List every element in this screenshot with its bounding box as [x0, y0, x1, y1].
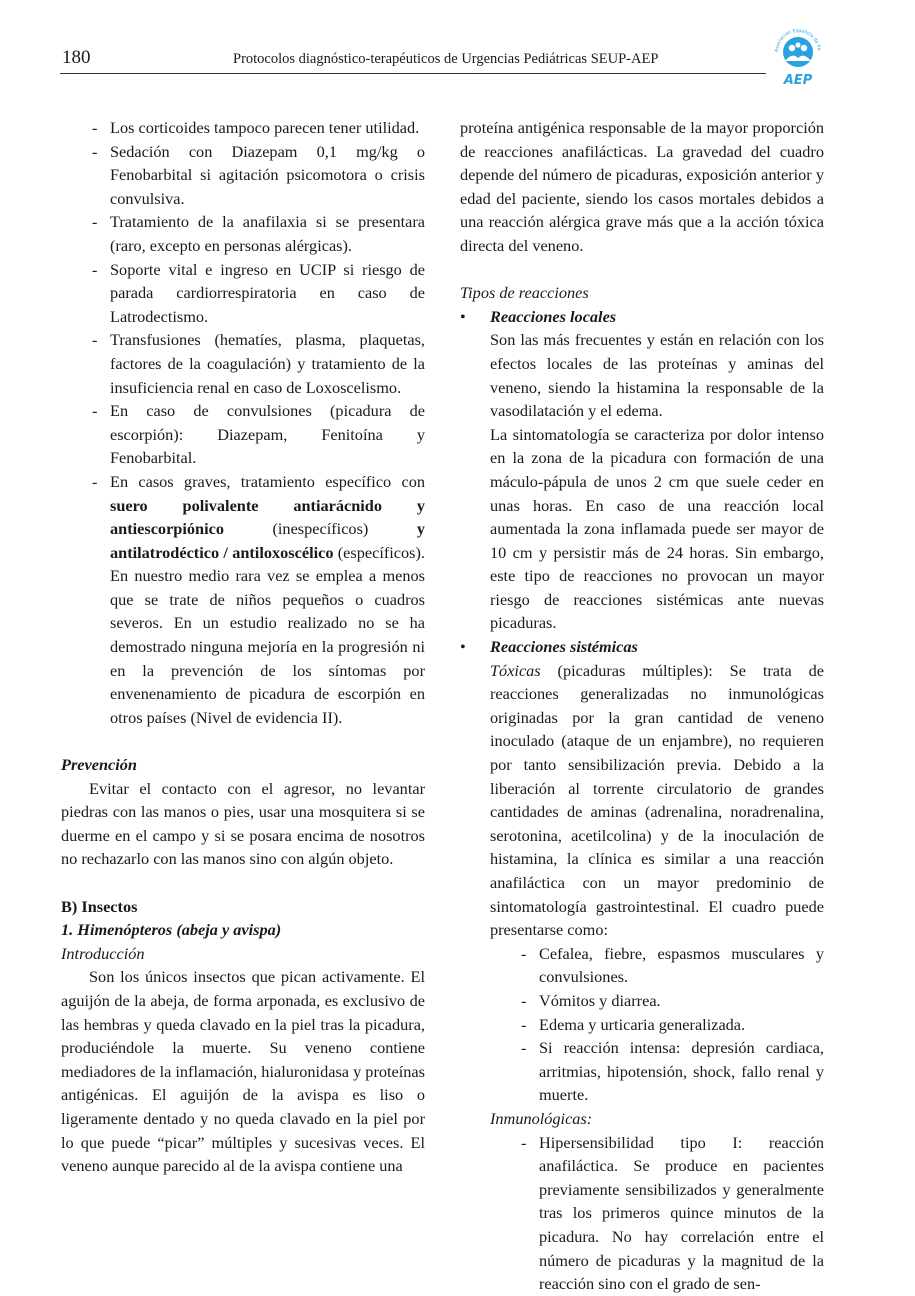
- section-heading-prevencion: Prevención: [61, 755, 137, 775]
- toxic-list: [490, 942, 824, 1107]
- list-item: - Los corticoides tampoco parecen tener utilidad.: [61, 116, 425, 140]
- paragraph: La sintomatología se caracteriza por dolor intenso en la zona de la picadura con formación de una máculo-pápula de unos 2 cm que suele ceder en unas horas. En caso de una reacción local aumentada la zona inflamada puede ser mayor de 10 cm y persistir más de 24 horas. Sin embargo, este tipo de reacciones no provocan un mayor riesgo de reacciones sistémicas ante nuevas picaduras.: [490, 424, 824, 633]
- bold-run: suero polivalente antiarácnido y antiescorpiónico: [110, 495, 425, 539]
- bullet-heading-sistemicas: Reacciones sistémicas: [490, 637, 638, 657]
- list-item: - Cefalea, fiebre, espasmos musculares y convulsiones.: [490, 942, 824, 989]
- list-item: - Transfusiones (hematíes, plasma, plaquetas, factores de la coagulación) y tratamiento de la insuficiencia renal en caso de Loxoscelismo.: [61, 328, 425, 399]
- text-run: (picaduras múltiples): Se trata de reacciones generalizadas no inmunológicas originadas por la gran cantidad de veneno inoculado (ataque de un enjambre), no requieren por tanto sensibilización previa. Debido a la liberación al torrente circulatorio de grandes cantidades de aminas (adrenalina, noradrenalina, serotonina, acetilcolina) y de la inoculación de histamina, la clínica es similar a una reacción anafiláctica con un mayor predominio de sintomatología gastrointestinal. El cuadro puede presentarse como:: [490, 660, 824, 940]
- logo-ring-text: Asociación Española de Pe: [774, 28, 821, 53]
- bold-run: y antilatrodéctico / antiloxoscélico: [110, 519, 425, 562]
- aep-logo: [770, 28, 826, 90]
- paragraph: Son las más frecuentes y están en relación con los efectos locales de las proteínas y aminas del veneno, siendo la histamina la responsable de la vasodilatación y el edema.: [490, 330, 824, 421]
- list-item: - Tratamiento de la anafilaxia si se presentara (raro, excepto en personas alérgicas).: [61, 210, 425, 257]
- bullet-item: [460, 305, 824, 635]
- subsection-heading-introduccion: Introducción: [61, 943, 145, 963]
- list-item: - Soporte vital e ingreso en UCIP si riesgo de parada cardiorrespiratoria en caso de Latrodectismo.: [61, 258, 425, 329]
- toxic-list-wrapper: [490, 942, 824, 1107]
- list-item: - En caso de convulsiones (picadura de escorpión): Diazepam, Fenitoína y Fenobarbital.: [61, 399, 425, 470]
- subsection-heading-himenopteros: 1. Himenópteros (abeja y avispa): [61, 920, 282, 940]
- immuno-list: [490, 1131, 824, 1296]
- list-item: - Hipersensibilidad tipo I: reacción anafiláctica. Se produce en pacientes previamente sensibilizados y generalmente tras los primeros quince minutos de la picadura. No hay correlación entre el número de picaduras y la magnitud de la reacción sino con el grado de sen-: [490, 1131, 824, 1296]
- bullet-marker: •: [460, 306, 466, 326]
- paragraph: Son los únicos insectos que pican activamente. El aguijón de la abeja, de forma arponada, es exclusivo de las hembras y queda clavado en la piel tras la picadura, produciéndole la muerte. Su veneno contiene mediadores de la inflamación, hialuronidasa y proteínas antigénicas. El aguijón de la avispa es liso o ligeramente dentado y no queda clavado en la piel por lo que puede “picar” múltiples y sucesivas veces. El veneno aunque parecido al de la avispa contiene una: [61, 967, 425, 1176]
- section-heading-insectos: B) Insectos: [61, 896, 138, 916]
- text-run: (específicos). En nuestro medio rara vez se emplea a menos que se trate de niños pequeños o cuadros severos. En un estudio realizado no se ha demostrado ninguna mejoría en la progresión ni en la prevención de los síntomas por envenenamiento de picadura de escorpión en otros países (Nivel de evidencia II).: [110, 542, 425, 727]
- header-rule: [60, 73, 766, 74]
- text-run: En casos graves, tratamiento específico con: [110, 471, 425, 491]
- logo-text: AEP: [783, 73, 813, 88]
- page-number: 180: [62, 47, 91, 68]
- paragraph: Evitar el contacto con el agresor, no levantar piedras con las manos o pies, usar una mosquitera si se duerme en el campo y si se posara encima de nosotros no rechazarlo con las manos sino con algún objeto.: [61, 778, 425, 869]
- list-item: - Si reacción intensa: depresión cardiaca, arritmias, hipotensión, shock, fallo renal y muerte.: [490, 1036, 824, 1107]
- paragraph: proteína antigénica responsable de la mayor proporción de reacciones anafilácticas. La gravedad del cuadro depende del número de picaduras, exposición anterior y edad del paciente, siendo los casos mortales debidos a una reacción alérgica grave más que a la acción tóxica directa del veneno.: [460, 118, 824, 255]
- bullet-item: [460, 635, 824, 1296]
- italic-run: Tóxicas: [490, 660, 541, 680]
- bullet-heading-locales: Reacciones locales: [490, 306, 617, 326]
- treatment-list: [61, 116, 425, 729]
- list-item: - Edema y urticaria generalizada.: [490, 1013, 824, 1037]
- left-column: [61, 116, 425, 1178]
- right-column: [460, 116, 824, 1296]
- list-item: - Vómitos y diarrea.: [490, 989, 824, 1013]
- aep-logo-icon: [770, 28, 826, 90]
- bullet-marker: •: [460, 637, 466, 657]
- paragraph: [490, 659, 824, 942]
- list-item: - Sedación con Diazepam 0,1 mg/kg o Fenobarbital si agitación psicomotora o crisis convulsiva.: [61, 140, 425, 211]
- list-item: [61, 470, 425, 730]
- text-run: (inespecíficos): [223, 519, 417, 539]
- immuno-list-wrapper: [490, 1131, 824, 1296]
- inmunologicas-label: Inmunológicas:: [490, 1108, 593, 1128]
- running-title: Protocolos diagnóstico-terapéuticos de Urgencias Pediátricas SEUP-AEP: [233, 51, 659, 67]
- subsection-heading-tipos: Tipos de reacciones: [460, 283, 589, 303]
